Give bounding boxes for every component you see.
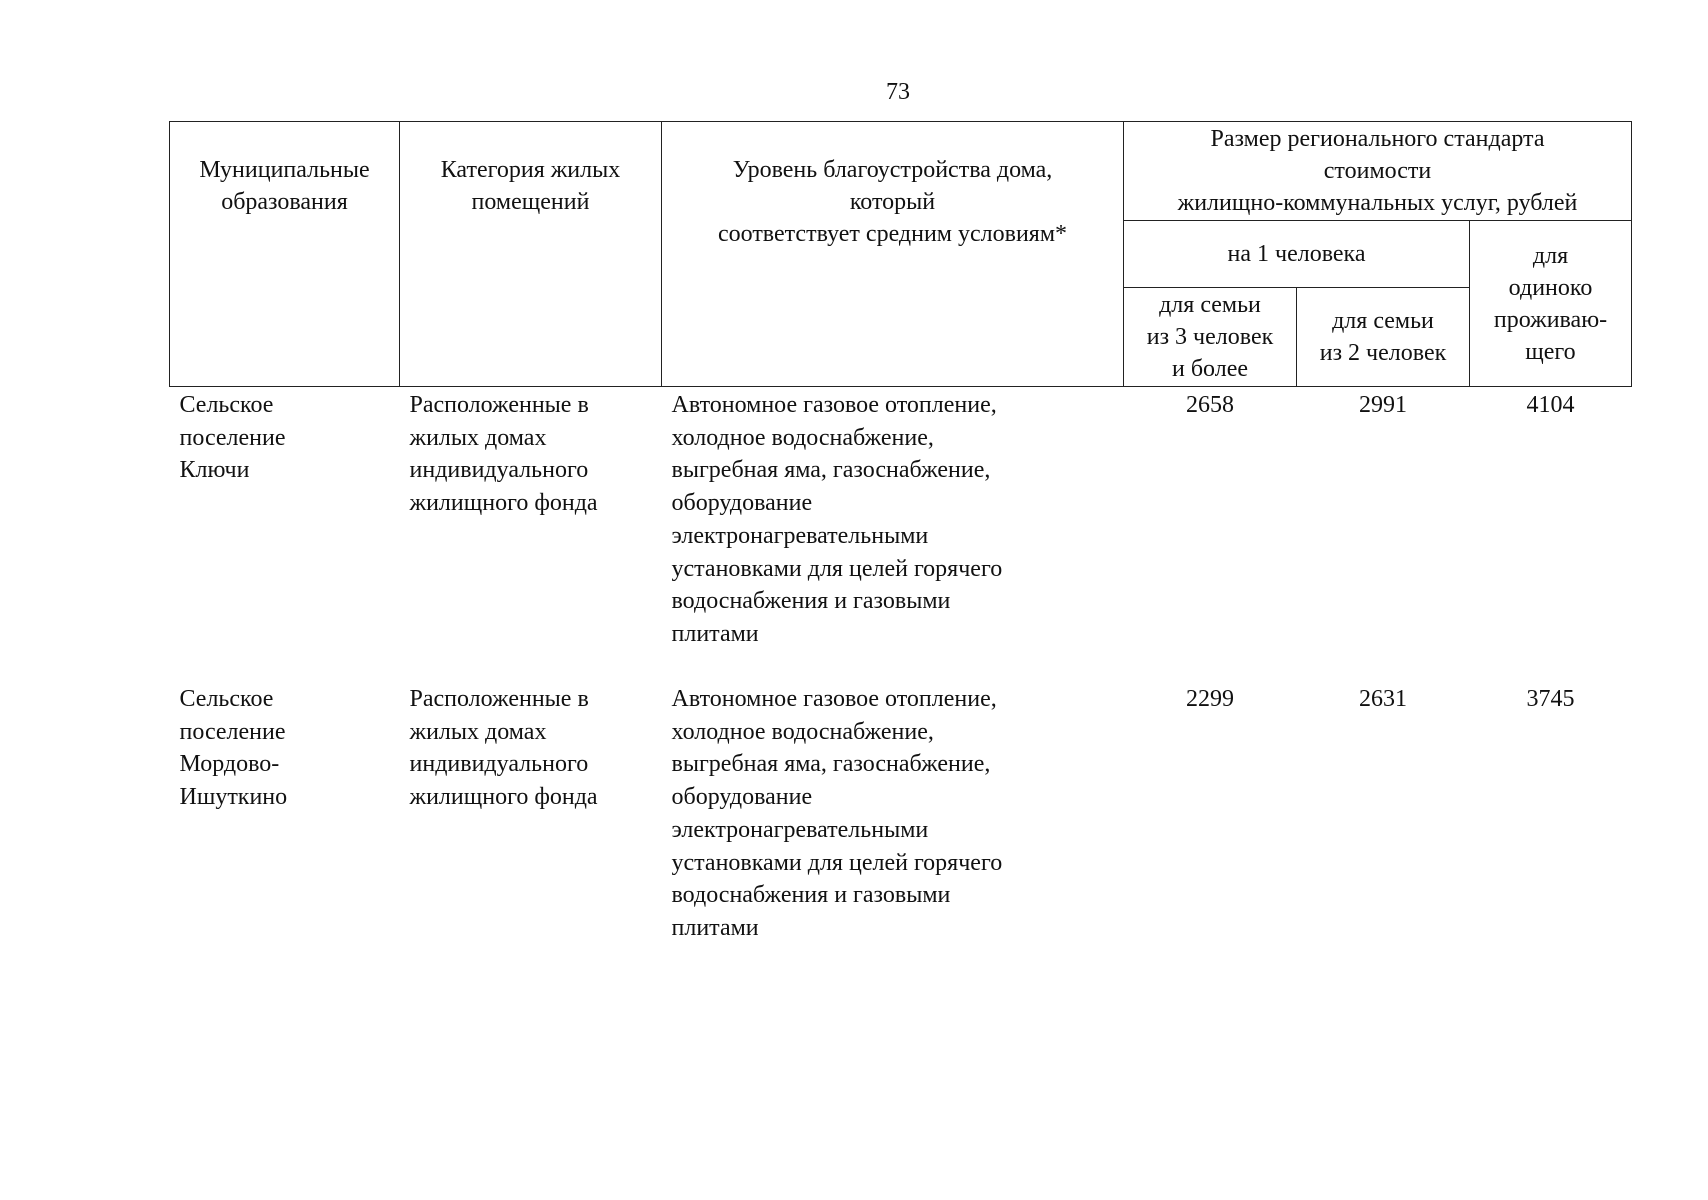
- cell-family-3: 2658: [1186, 392, 1234, 418]
- cell-category: Расположенные в жилых домах индивидуального жилищного фонда: [409, 686, 598, 811]
- page-number: 73: [886, 79, 910, 105]
- housing-standard-table: [169, 121, 1632, 963]
- cell-family-2: 2631: [1359, 686, 1407, 712]
- cell-single: 4104: [1526, 392, 1575, 418]
- cell-single: 3745: [1526, 686, 1575, 712]
- header-single: для одиноко проживаю- щего: [1470, 221, 1632, 387]
- table-row: [170, 387, 1632, 682]
- header-family-3: для семьи из 3 человек и более: [1124, 288, 1297, 387]
- cell-municipality: Сельское поселение Ключи: [179, 392, 286, 484]
- cell-category: Расположенные в жилых домах индивидуального жилищного фонда: [409, 392, 598, 517]
- header-per-person: на 1 человека: [1124, 221, 1470, 288]
- header-level: Уровень благоустройства дома, который соответствует средним условиям*: [662, 122, 1124, 387]
- header-row-1: [170, 122, 1632, 221]
- header-municipality: Муниципальные образования: [170, 122, 400, 387]
- header-standard-size: Размер регионального стандарта стоимости жилищно-коммунальных услуг, рублей: [1124, 122, 1632, 221]
- table-header: [170, 122, 1632, 387]
- table-row: [170, 681, 1632, 963]
- table-body: [170, 387, 1632, 964]
- cell-level: Автономное газовое отопление, холодное водоснабжение, выгребная яма, газоснабжение, оборудование электронагревательными установками для целей горячего водоснабжения и газовыми плитами: [671, 686, 1003, 941]
- header-category: Категория жилых помещений: [400, 122, 662, 387]
- cell-municipality: Сельское поселение Мордово- Ишуткино: [179, 686, 288, 811]
- cell-level: Автономное газовое отопление, холодное водоснабжение, выгребная яма, газоснабжение, оборудование электронагревательными установками для целей горячего водоснабжения и газовыми плитами: [671, 392, 1003, 647]
- header-family-2: для семьи из 2 человек: [1297, 288, 1470, 387]
- cell-family-3: 2299: [1186, 686, 1234, 712]
- cell-family-2: 2991: [1359, 392, 1407, 418]
